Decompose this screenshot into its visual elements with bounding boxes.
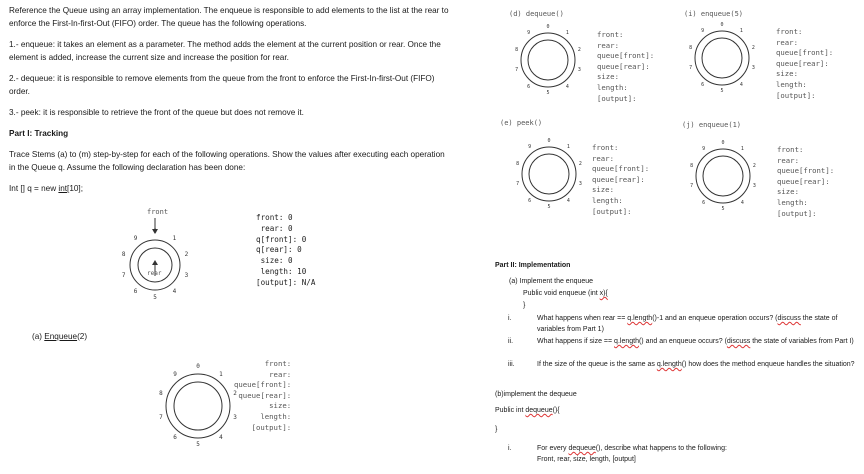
step-d-title: (d) dequeue() [509, 10, 564, 18]
ring-index-8: 8 [121, 251, 126, 259]
ring-index-9: 9 [701, 28, 705, 35]
ring-index-0: 0 [720, 22, 724, 28]
ring-index-0: 0 [546, 24, 550, 30]
ring-index-1: 1 [739, 28, 743, 35]
state-block-i: front: rear: queue[front]: queue[rear]: size: length: [output]: [776, 27, 834, 100]
ring-index-3: 3 [751, 65, 755, 72]
state-values-1: front: 0 rear: 0 q[front]: 0 q[rear]: 0 size: 0 length: 10 [output]: N/A [256, 213, 316, 287]
ring-index-9: 9 [173, 370, 177, 378]
state-block-2: front: rear: queue[front]: queue[rear]: size: length: [output]: [234, 359, 292, 432]
impl-enqueue-label: (a) Implement the enqueue [509, 278, 594, 285]
ring-index-3: 3 [233, 414, 237, 422]
ring-index-0: 0 [721, 140, 725, 146]
ring-index-0: 0 [547, 138, 551, 144]
ring-index-4: 4 [565, 83, 569, 90]
rear-pointer-label: rear [147, 270, 162, 277]
q-ii-number: ii. [508, 338, 514, 345]
enqueue-close-brace: } [523, 302, 526, 309]
ring-index-5: 5 [153, 294, 157, 302]
part2-title: Part II: Implementation [495, 262, 571, 269]
dequeue-close-brace: } [495, 426, 498, 433]
ring-index-2: 2 [233, 390, 237, 398]
queue-ring-e [509, 134, 589, 214]
queue-ring-j [683, 136, 763, 216]
ring-index-1: 1 [565, 30, 569, 37]
ring-index-2: 2 [751, 44, 755, 51]
part1-title: Part I: Tracking [9, 129, 69, 138]
ring-index-9: 9 [527, 30, 531, 37]
ring-index-7: 7 [121, 271, 126, 279]
q-iii-number: iii. [508, 361, 515, 368]
ring-index-7: 7 [159, 414, 163, 422]
step-a-label: (a) Enqueue(2) [32, 332, 88, 341]
state-block-d: front: rear: queue[front]: queue[rear]: size: length: [output]: [597, 30, 655, 103]
ring-index-8: 8 [515, 46, 519, 53]
dequeue-signature: Public int dequeue(){ [495, 407, 560, 414]
ring-index-4: 4 [740, 199, 744, 206]
b-i-number: i. [508, 445, 512, 452]
ring-index-5: 5 [196, 441, 200, 449]
ring-index-7: 7 [515, 67, 519, 74]
step-j-title: (j) enqueue(1) [682, 121, 742, 129]
ring-index-9: 9 [133, 234, 138, 242]
int-link: int [58, 184, 68, 193]
queue-ring-d [508, 20, 588, 100]
ring-index-7: 7 [690, 183, 694, 190]
op-peek-text: 3.- peek: it is responsible to retrieve the front of the queue but does not remove it. [9, 108, 304, 117]
ring-index-6: 6 [133, 288, 138, 296]
ring-index-5: 5 [720, 88, 724, 94]
step-i-title: (i) enqueue(5) [684, 10, 744, 18]
ring-index-8: 8 [159, 390, 163, 398]
impl-dequeue-label: (b)implement the dequeue [495, 391, 577, 398]
trace-instructions: Trace Stems (a) to (m) step-by-step for each of the following operations. Show the values after executing each operation in the Queue q. Assume the following declaration has been done: [9, 150, 445, 172]
ring-index-6: 6 [528, 197, 532, 204]
dequeue-link: dequeue [525, 407, 553, 414]
ring-index-7: 7 [516, 181, 520, 188]
ring-index-2: 2 [577, 46, 581, 53]
b-i-line2: Front, rear, size, length, [output] [537, 456, 636, 463]
ring-index-1: 1 [219, 370, 223, 378]
ring-index-8: 8 [690, 162, 694, 169]
ring-index-3: 3 [577, 67, 581, 74]
ring-index-3: 3 [578, 181, 582, 188]
intro-text: Reference the Queue using an array implementation. The enqueue is responsible to add elements to the list at the rear to enforce the First-In-first-Out (FIFO) order. The queue has the following operations. [9, 6, 449, 28]
state-block-j: front: rear: queue[front]: queue[rear]: size: length: [output]: [777, 145, 835, 218]
ring-index-2: 2 [184, 251, 189, 259]
ring-index-3: 3 [752, 183, 756, 190]
queue-ring-diagram-1 [117, 214, 207, 319]
ring-index-5: 5 [546, 90, 550, 96]
q-ii-text: What happens if size == q.length() and an enqueue occurs? (discuss the state of variables from Part I) [537, 338, 854, 345]
q-iii-text: If the size of the queue is the same as q.length() how does the method enqueue handles the situation? [537, 361, 855, 368]
ring-index-2: 2 [752, 162, 756, 169]
declaration: Int [] q = new int[10]; [9, 184, 83, 193]
front-pointer-label: front [147, 208, 169, 216]
ring-index-6: 6 [702, 199, 706, 206]
ring-index-0: 0 [196, 363, 200, 371]
ring-index-4: 4 [739, 81, 743, 88]
ring-index-1: 1 [740, 146, 744, 153]
ring-index-5: 5 [547, 204, 551, 210]
ring-index-5: 5 [721, 206, 725, 212]
ring-index-1: 1 [566, 144, 570, 151]
step-e-title: (e) peek() [500, 119, 543, 127]
ring-index-4: 4 [172, 288, 177, 296]
ring-index-6: 6 [527, 83, 531, 90]
x-param-link: x){ [599, 290, 608, 297]
ring-index-3: 3 [184, 271, 189, 279]
ring-index-0: 0 [153, 228, 157, 236]
q-i-text: What happens when rear == q.length()-1 and an enqueue operation occurs? (discuss the state of variables from Part 1) [537, 315, 838, 333]
state-block-e: front: rear: queue[front]: queue[rear]: size: length: [output]: [592, 143, 650, 216]
ring-index-4: 4 [219, 433, 223, 441]
enqueue-link: Enqueue [44, 332, 78, 341]
ring-index-9: 9 [528, 144, 532, 151]
ring-index-4: 4 [566, 197, 570, 204]
queue-ring-i [682, 18, 762, 98]
ring-index-8: 8 [689, 44, 693, 51]
b-i-text: For every dequeue(), describe what happens to the following: [537, 445, 727, 452]
ring-index-2: 2 [578, 160, 582, 167]
ring-index-7: 7 [689, 65, 693, 72]
enqueue-signature: Public void enqueue (int x){ [523, 290, 608, 297]
ring-index-9: 9 [702, 146, 706, 153]
ring-index-6: 6 [701, 81, 705, 88]
op-dequeue-text: 2.- dequeue: it is responsible to remove elements from the queue from the front to enforce the First-In-first-Out (FIFO) order. [9, 74, 435, 96]
ring-index-8: 8 [516, 160, 520, 167]
op-enqueue-text: 1.- enqueue: it takes an element as a parameter. The method adds the element at the current position or rear. Once the element is added, increase the current size and increase the position for rear. [9, 40, 441, 62]
q-i-number: i. [508, 315, 512, 322]
ring-index-1: 1 [172, 234, 177, 242]
ring-index-6: 6 [173, 433, 177, 441]
